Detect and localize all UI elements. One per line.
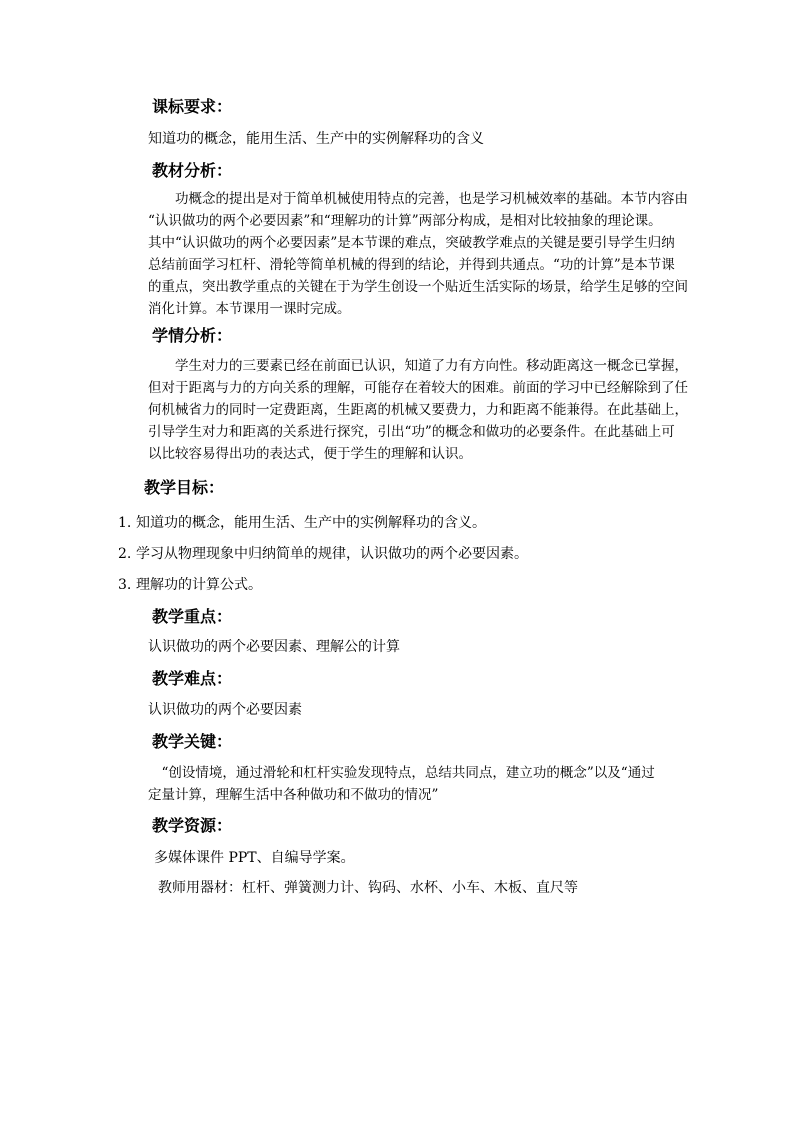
- students-heading: 学情分析：: [152, 326, 233, 345]
- resources-text-2: 教师用器材：杠杆、弹簧测力计、钩码、水杯、小车、木板、直尺等: [158, 880, 578, 896]
- goal-text: 学习从物理现象中归纳简单的规律，认识做功的两个必要因素。: [136, 546, 528, 562]
- resources-text-1: 多媒体课件 PPT、自编导学案。: [154, 850, 355, 866]
- material-line: “认识做功的两个必要因素”和“理解功的计算”两部分构成，是相对比较抽象的理论课。: [148, 213, 662, 229]
- material-line: 功概念的提出是对于简单机械使用特点的完善，也是学习机械效率的基础。本节内容由: [148, 191, 688, 207]
- material-heading: 教材分析：: [152, 161, 233, 180]
- goal-item: [118, 543, 528, 565]
- students-line: 以比较容易得出功的表达式，便于学生的理解和认识。: [148, 446, 472, 462]
- material-paragraph: [148, 188, 688, 320]
- students-line: 何机械省力的同时一定费距离，生距离的机械又要费力，力和距离不能兼得。在此基础上，: [148, 402, 688, 418]
- students-line: 引导学生对力和距离的关系进行探究，引出“功”的概念和做功的必要条件。在此基础上可: [148, 424, 675, 440]
- key-heading: 教学关键：: [152, 732, 233, 751]
- key-points-text: 认识做功的两个必要因素、理解公的计算: [148, 639, 400, 655]
- material-line: 消化计算。本节课用一课时完成。: [148, 301, 351, 317]
- difficulty-text: 认识做功的两个必要因素: [148, 702, 302, 718]
- resources-heading: 教学资源：: [152, 816, 233, 835]
- material-line: 的重点，突出教学重点的关键在于为学生创设一个贴近生活实际的场景，给学生足够的空间: [148, 279, 688, 295]
- goal-text: 理解功的计算公式。: [136, 577, 262, 593]
- goal-number: 2.: [118, 546, 132, 562]
- curriculum-text: 知道功的概念，能用生活、生产中的实例解释功的含义: [148, 131, 484, 147]
- curriculum-heading: 课标要求：: [152, 97, 233, 116]
- students-line: 但对于距离与力的方向关系的理解，可能存在着较大的困难。前面的学习中已经解除到了任: [148, 380, 688, 396]
- difficulty-heading: 教学难点：: [152, 669, 233, 688]
- goals-heading: 教学目标：: [144, 478, 225, 497]
- goal-number: 3.: [118, 577, 132, 593]
- key-points-heading: 教学重点：: [152, 607, 233, 626]
- students-line: 学生对力的三要素已经在前面已认识，知道了力有方向性。移动距离这一概念已掌握，: [148, 358, 688, 374]
- goal-number: 1.: [118, 515, 132, 531]
- goal-item: [118, 574, 262, 596]
- material-line: 总结前面学习杠杆、滑轮等简单机械的得到的结论，并得到共通点。“功的计算”是本节课: [148, 257, 675, 273]
- key-line: 定量计算，理解生活中各种做功和不做功的情况”: [148, 787, 439, 803]
- students-paragraph: [148, 355, 688, 465]
- material-line: 其中“认识做功的两个必要因素”是本节课的难点，突破教学难点的关键是要引导学生归纳: [148, 235, 675, 251]
- goal-item: [118, 512, 486, 534]
- key-paragraph: [148, 762, 688, 806]
- goal-text: 知道功的概念，能用生活、生产中的实例解释功的含义。: [136, 515, 486, 531]
- key-line: “创设情境，通过滑轮和杠杆实验发现特点，总结共同点，建立功的概念”以及“通过: [148, 765, 655, 781]
